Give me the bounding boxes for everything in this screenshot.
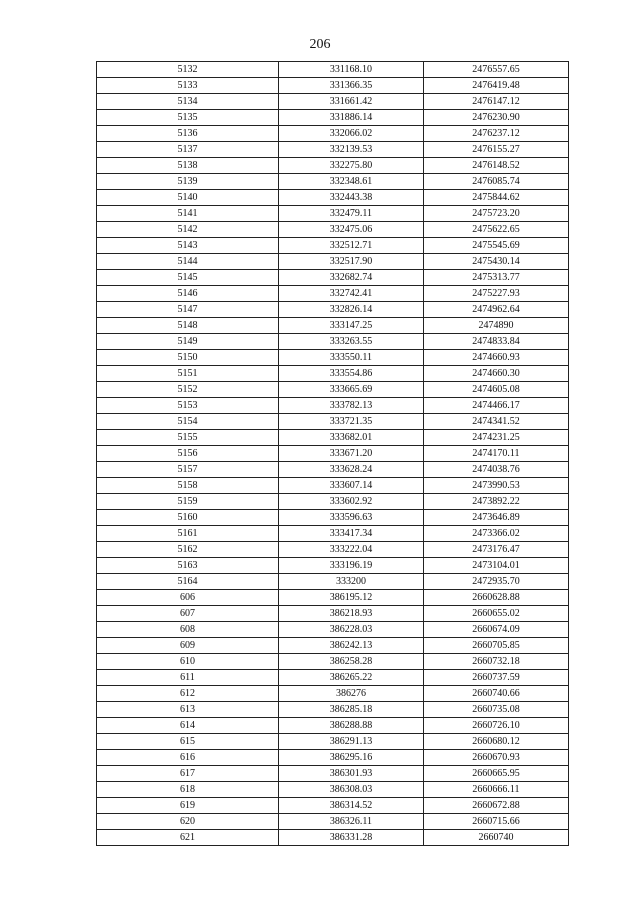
table-row bbox=[97, 798, 569, 814]
table-row bbox=[97, 350, 569, 366]
point-id-cell: 5141 bbox=[97, 206, 279, 222]
y-coordinate-cell: 2473366.02 bbox=[424, 526, 569, 542]
x-coordinate-cell: 331886.14 bbox=[279, 110, 424, 126]
point-id-cell: 5143 bbox=[97, 238, 279, 254]
table-row bbox=[97, 254, 569, 270]
table-row bbox=[97, 94, 569, 110]
point-id-cell: 609 bbox=[97, 638, 279, 654]
y-coordinate-cell: 2476155.27 bbox=[424, 142, 569, 158]
point-id-cell: 5153 bbox=[97, 398, 279, 414]
point-id-cell: 5138 bbox=[97, 158, 279, 174]
table-row bbox=[97, 606, 569, 622]
table-row bbox=[97, 814, 569, 830]
x-coordinate-cell: 386331.28 bbox=[279, 830, 424, 846]
point-id-cell: 617 bbox=[97, 766, 279, 782]
table-row bbox=[97, 318, 569, 334]
point-id-cell: 5135 bbox=[97, 110, 279, 126]
y-coordinate-cell: 2660737.59 bbox=[424, 670, 569, 686]
y-coordinate-cell: 2660726.10 bbox=[424, 718, 569, 734]
point-id-cell: 5142 bbox=[97, 222, 279, 238]
point-id-cell: 5157 bbox=[97, 462, 279, 478]
x-coordinate-cell: 333196.19 bbox=[279, 558, 424, 574]
x-coordinate-cell: 333602.92 bbox=[279, 494, 424, 510]
x-coordinate-cell: 386276 bbox=[279, 686, 424, 702]
point-id-cell: 5134 bbox=[97, 94, 279, 110]
y-coordinate-cell: 2476147.12 bbox=[424, 94, 569, 110]
table-row bbox=[97, 782, 569, 798]
x-coordinate-cell: 333665.69 bbox=[279, 382, 424, 398]
y-coordinate-cell: 2475723.20 bbox=[424, 206, 569, 222]
table-row bbox=[97, 366, 569, 382]
x-coordinate-cell: 386285.18 bbox=[279, 702, 424, 718]
point-id-cell: 5132 bbox=[97, 62, 279, 78]
y-coordinate-cell: 2660666.11 bbox=[424, 782, 569, 798]
table-row bbox=[97, 558, 569, 574]
x-coordinate-cell: 386301.93 bbox=[279, 766, 424, 782]
y-coordinate-cell: 2473646.89 bbox=[424, 510, 569, 526]
point-id-cell: 5152 bbox=[97, 382, 279, 398]
y-coordinate-cell: 2475227.93 bbox=[424, 286, 569, 302]
x-coordinate-cell: 332348.61 bbox=[279, 174, 424, 190]
table-row bbox=[97, 462, 569, 478]
x-coordinate-cell: 333782.13 bbox=[279, 398, 424, 414]
y-coordinate-cell: 2475430.14 bbox=[424, 254, 569, 270]
y-coordinate-cell: 2476148.52 bbox=[424, 158, 569, 174]
point-id-cell: 607 bbox=[97, 606, 279, 622]
point-id-cell: 5164 bbox=[97, 574, 279, 590]
y-coordinate-cell: 2473176.47 bbox=[424, 542, 569, 558]
x-coordinate-cell: 332139.53 bbox=[279, 142, 424, 158]
x-coordinate-cell: 332517.90 bbox=[279, 254, 424, 270]
table-row bbox=[97, 750, 569, 766]
y-coordinate-cell: 2474466.17 bbox=[424, 398, 569, 414]
table-row bbox=[97, 510, 569, 526]
x-coordinate-cell: 333721.35 bbox=[279, 414, 424, 430]
point-id-cell: 5133 bbox=[97, 78, 279, 94]
y-coordinate-cell: 2474890 bbox=[424, 318, 569, 334]
table-row bbox=[97, 142, 569, 158]
point-id-cell: 614 bbox=[97, 718, 279, 734]
table-row bbox=[97, 526, 569, 542]
table-row bbox=[97, 430, 569, 446]
point-id-cell: 618 bbox=[97, 782, 279, 798]
y-coordinate-cell: 2660674.09 bbox=[424, 622, 569, 638]
point-id-cell: 5159 bbox=[97, 494, 279, 510]
y-coordinate-cell: 2660740.66 bbox=[424, 686, 569, 702]
point-id-cell: 5146 bbox=[97, 286, 279, 302]
table-row bbox=[97, 334, 569, 350]
table-row bbox=[97, 654, 569, 670]
point-id-cell: 615 bbox=[97, 734, 279, 750]
table-row bbox=[97, 238, 569, 254]
y-coordinate-cell: 2660732.18 bbox=[424, 654, 569, 670]
y-coordinate-cell: 2660670.93 bbox=[424, 750, 569, 766]
table-row bbox=[97, 446, 569, 462]
y-coordinate-cell: 2660655.02 bbox=[424, 606, 569, 622]
x-coordinate-cell: 332275.80 bbox=[279, 158, 424, 174]
table-row bbox=[97, 670, 569, 686]
table-row bbox=[97, 222, 569, 238]
x-coordinate-cell: 386308.03 bbox=[279, 782, 424, 798]
y-coordinate-cell: 2476085.74 bbox=[424, 174, 569, 190]
y-coordinate-cell: 2660665.95 bbox=[424, 766, 569, 782]
table-row bbox=[97, 78, 569, 94]
table-row bbox=[97, 190, 569, 206]
table-row bbox=[97, 382, 569, 398]
x-coordinate-cell: 333682.01 bbox=[279, 430, 424, 446]
y-coordinate-cell: 2476419.48 bbox=[424, 78, 569, 94]
y-coordinate-cell: 2474605.08 bbox=[424, 382, 569, 398]
table-row bbox=[97, 622, 569, 638]
point-id-cell: 5158 bbox=[97, 478, 279, 494]
table-row bbox=[97, 270, 569, 286]
x-coordinate-cell: 386265.22 bbox=[279, 670, 424, 686]
table-row bbox=[97, 734, 569, 750]
x-coordinate-cell: 386295.16 bbox=[279, 750, 424, 766]
table-row bbox=[97, 206, 569, 222]
y-coordinate-cell: 2474962.64 bbox=[424, 302, 569, 318]
x-coordinate-cell: 386288.88 bbox=[279, 718, 424, 734]
table-row bbox=[97, 494, 569, 510]
y-coordinate-cell: 2660705.85 bbox=[424, 638, 569, 654]
point-id-cell: 5162 bbox=[97, 542, 279, 558]
y-coordinate-cell: 2473104.01 bbox=[424, 558, 569, 574]
y-coordinate-cell: 2474038.76 bbox=[424, 462, 569, 478]
x-coordinate-cell: 386242.13 bbox=[279, 638, 424, 654]
point-id-cell: 608 bbox=[97, 622, 279, 638]
x-coordinate-cell: 331661.42 bbox=[279, 94, 424, 110]
table-row bbox=[97, 62, 569, 78]
x-coordinate-cell: 333550.11 bbox=[279, 350, 424, 366]
y-coordinate-cell: 2660672.88 bbox=[424, 798, 569, 814]
point-id-cell: 621 bbox=[97, 830, 279, 846]
point-id-cell: 5148 bbox=[97, 318, 279, 334]
x-coordinate-cell: 386314.52 bbox=[279, 798, 424, 814]
point-id-cell: 619 bbox=[97, 798, 279, 814]
y-coordinate-cell: 2476230.90 bbox=[424, 110, 569, 126]
x-coordinate-cell: 331366.35 bbox=[279, 78, 424, 94]
x-coordinate-cell: 332682.74 bbox=[279, 270, 424, 286]
point-id-cell: 606 bbox=[97, 590, 279, 606]
x-coordinate-cell: 333147.25 bbox=[279, 318, 424, 334]
y-coordinate-cell: 2660735.08 bbox=[424, 702, 569, 718]
x-coordinate-cell: 333607.14 bbox=[279, 478, 424, 494]
point-id-cell: 611 bbox=[97, 670, 279, 686]
x-coordinate-cell: 332512.71 bbox=[279, 238, 424, 254]
x-coordinate-cell: 333200 bbox=[279, 574, 424, 590]
y-coordinate-cell: 2474231.25 bbox=[424, 430, 569, 446]
x-coordinate-cell: 333417.34 bbox=[279, 526, 424, 542]
point-id-cell: 5163 bbox=[97, 558, 279, 574]
y-coordinate-cell: 2660715.66 bbox=[424, 814, 569, 830]
point-id-cell: 610 bbox=[97, 654, 279, 670]
x-coordinate-cell: 333222.04 bbox=[279, 542, 424, 558]
y-coordinate-cell: 2474833.84 bbox=[424, 334, 569, 350]
x-coordinate-cell: 386228.03 bbox=[279, 622, 424, 638]
point-id-cell: 5145 bbox=[97, 270, 279, 286]
y-coordinate-cell: 2474660.30 bbox=[424, 366, 569, 382]
x-coordinate-cell: 332475.06 bbox=[279, 222, 424, 238]
y-coordinate-cell: 2476557.65 bbox=[424, 62, 569, 78]
x-coordinate-cell: 332066.02 bbox=[279, 126, 424, 142]
y-coordinate-cell: 2476237.12 bbox=[424, 126, 569, 142]
table-row bbox=[97, 302, 569, 318]
table-row bbox=[97, 574, 569, 590]
y-coordinate-cell: 2660680.12 bbox=[424, 734, 569, 750]
y-coordinate-cell: 2660628.88 bbox=[424, 590, 569, 606]
table-row bbox=[97, 638, 569, 654]
point-id-cell: 616 bbox=[97, 750, 279, 766]
x-coordinate-cell: 332479.11 bbox=[279, 206, 424, 222]
x-coordinate-cell: 333596.63 bbox=[279, 510, 424, 526]
point-id-cell: 5151 bbox=[97, 366, 279, 382]
y-coordinate-cell: 2473892.22 bbox=[424, 494, 569, 510]
point-id-cell: 5140 bbox=[97, 190, 279, 206]
x-coordinate-cell: 333554.86 bbox=[279, 366, 424, 382]
coordinate-table bbox=[96, 61, 569, 846]
x-coordinate-cell: 386326.11 bbox=[279, 814, 424, 830]
x-coordinate-cell: 386291.13 bbox=[279, 734, 424, 750]
table-row bbox=[97, 478, 569, 494]
x-coordinate-cell: 332443.38 bbox=[279, 190, 424, 206]
table-row bbox=[97, 414, 569, 430]
point-id-cell: 5161 bbox=[97, 526, 279, 542]
page-number: 206 bbox=[309, 37, 331, 52]
y-coordinate-cell: 2475844.62 bbox=[424, 190, 569, 206]
point-id-cell: 5137 bbox=[97, 142, 279, 158]
y-coordinate-cell: 2660740 bbox=[424, 830, 569, 846]
point-id-cell: 5149 bbox=[97, 334, 279, 350]
table-row bbox=[97, 590, 569, 606]
table-row bbox=[97, 686, 569, 702]
y-coordinate-cell: 2474170.11 bbox=[424, 446, 569, 462]
y-coordinate-cell: 2475622.65 bbox=[424, 222, 569, 238]
point-id-cell: 5139 bbox=[97, 174, 279, 190]
point-id-cell: 5160 bbox=[97, 510, 279, 526]
point-id-cell: 5144 bbox=[97, 254, 279, 270]
table-row bbox=[97, 174, 569, 190]
x-coordinate-cell: 333628.24 bbox=[279, 462, 424, 478]
point-id-cell: 5155 bbox=[97, 430, 279, 446]
y-coordinate-cell: 2475545.69 bbox=[424, 238, 569, 254]
point-id-cell: 5154 bbox=[97, 414, 279, 430]
point-id-cell: 612 bbox=[97, 686, 279, 702]
table-row bbox=[97, 110, 569, 126]
point-id-cell: 5156 bbox=[97, 446, 279, 462]
table-row bbox=[97, 702, 569, 718]
y-coordinate-cell: 2474341.52 bbox=[424, 414, 569, 430]
x-coordinate-cell: 332826.14 bbox=[279, 302, 424, 318]
point-id-cell: 613 bbox=[97, 702, 279, 718]
y-coordinate-cell: 2473990.53 bbox=[424, 478, 569, 494]
table-row bbox=[97, 542, 569, 558]
x-coordinate-cell: 333263.55 bbox=[279, 334, 424, 350]
table-row bbox=[97, 158, 569, 174]
point-id-cell: 5150 bbox=[97, 350, 279, 366]
table-row bbox=[97, 718, 569, 734]
y-coordinate-cell: 2475313.77 bbox=[424, 270, 569, 286]
y-coordinate-cell: 2472935.70 bbox=[424, 574, 569, 590]
y-coordinate-cell: 2474660.93 bbox=[424, 350, 569, 366]
table-row bbox=[97, 830, 569, 846]
point-id-cell: 5136 bbox=[97, 126, 279, 142]
x-coordinate-cell: 331168.10 bbox=[279, 62, 424, 78]
point-id-cell: 5147 bbox=[97, 302, 279, 318]
x-coordinate-cell: 386218.93 bbox=[279, 606, 424, 622]
x-coordinate-cell: 332742.41 bbox=[279, 286, 424, 302]
table-row bbox=[97, 286, 569, 302]
point-id-cell: 620 bbox=[97, 814, 279, 830]
table-row bbox=[97, 766, 569, 782]
x-coordinate-cell: 386195.12 bbox=[279, 590, 424, 606]
x-coordinate-cell: 386258.28 bbox=[279, 654, 424, 670]
x-coordinate-cell: 333671.20 bbox=[279, 446, 424, 462]
table-row bbox=[97, 126, 569, 142]
table-row bbox=[97, 398, 569, 414]
